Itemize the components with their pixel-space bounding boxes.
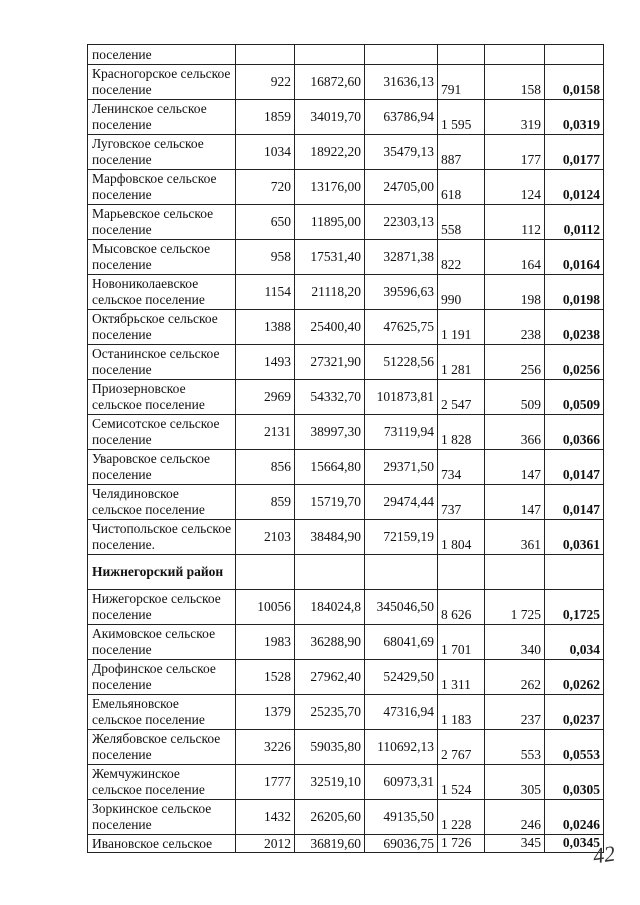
count-cell: 734 <box>438 450 485 485</box>
share-cell: 0,0366 <box>545 415 604 450</box>
population-cell: 1379 <box>236 695 295 730</box>
total-amount-cell: 39596,63 <box>365 275 438 310</box>
total-amount-cell: 31636,13 <box>365 65 438 100</box>
quota-cell: 177 <box>485 135 545 170</box>
count-cell: 990 <box>438 275 485 310</box>
table-row <box>88 240 604 275</box>
count-cell: 1 191 <box>438 310 485 345</box>
amount-cell: 184024,8 <box>295 590 365 625</box>
population-cell <box>236 555 295 590</box>
settlement-name: поселение <box>88 45 236 65</box>
count-cell: 618 <box>438 170 485 205</box>
total-amount-cell: 72159,19 <box>365 520 438 555</box>
share-cell: 0,0124 <box>545 170 604 205</box>
count-cell: 558 <box>438 205 485 240</box>
amount-cell: 38484,90 <box>295 520 365 555</box>
settlement-name: Емельяновское сельское поселение <box>88 695 236 730</box>
total-amount-cell: 49135,50 <box>365 800 438 835</box>
count-cell: 791 <box>438 65 485 100</box>
amount-cell: 16872,60 <box>295 65 365 100</box>
table-row <box>88 485 604 520</box>
settlement-name: Челядиновское сельское поселение <box>88 485 236 520</box>
population-cell: 2012 <box>236 835 295 853</box>
total-amount-cell: 60973,31 <box>365 765 438 800</box>
amount-cell: 54332,70 <box>295 380 365 415</box>
population-cell: 1388 <box>236 310 295 345</box>
total-amount-cell: 22303,13 <box>365 205 438 240</box>
settlement-name: Новониколаевское сельское поселение <box>88 275 236 310</box>
share-cell: 0,0164 <box>545 240 604 275</box>
table-row <box>88 135 604 170</box>
population-cell: 856 <box>236 450 295 485</box>
total-amount-cell: 52429,50 <box>365 660 438 695</box>
settlement-name: Луговское сельское поселение <box>88 135 236 170</box>
total-amount-cell: 63786,94 <box>365 100 438 135</box>
population-cell: 10056 <box>236 590 295 625</box>
population-cell: 1034 <box>236 135 295 170</box>
count-cell: 2 767 <box>438 730 485 765</box>
total-amount-cell: 35479,13 <box>365 135 438 170</box>
population-cell: 1983 <box>236 625 295 660</box>
quota-cell <box>485 555 545 590</box>
amount-cell: 15719,70 <box>295 485 365 520</box>
settlement-name: Акимовское сельское поселение <box>88 625 236 660</box>
table-body <box>88 45 604 853</box>
table-row <box>88 380 604 415</box>
quota-cell: 340 <box>485 625 545 660</box>
table-row <box>88 695 604 730</box>
quota-cell: 238 <box>485 310 545 345</box>
population-cell: 3226 <box>236 730 295 765</box>
quota-cell: 345 <box>485 835 545 853</box>
amount-cell: 17531,40 <box>295 240 365 275</box>
count-cell: 1 281 <box>438 345 485 380</box>
amount-cell: 11895,00 <box>295 205 365 240</box>
population-cell: 2969 <box>236 380 295 415</box>
total-amount-cell: 69036,75 <box>365 835 438 853</box>
quota-cell: 112 <box>485 205 545 240</box>
total-amount-cell: 110692,13 <box>365 730 438 765</box>
table-row <box>88 205 604 240</box>
total-amount-cell <box>365 45 438 65</box>
amount-cell: 32519,10 <box>295 765 365 800</box>
table-row <box>88 660 604 695</box>
amount-cell: 13176,00 <box>295 170 365 205</box>
count-cell <box>438 555 485 590</box>
count-cell: 1 804 <box>438 520 485 555</box>
share-cell: 0,0112 <box>545 205 604 240</box>
quota-cell: 366 <box>485 415 545 450</box>
total-amount-cell: 68041,69 <box>365 625 438 660</box>
count-cell: 1 701 <box>438 625 485 660</box>
quota-cell: 198 <box>485 275 545 310</box>
total-amount-cell: 29371,50 <box>365 450 438 485</box>
quota-cell: 1 725 <box>485 590 545 625</box>
amount-cell: 27962,40 <box>295 660 365 695</box>
total-amount-cell: 47625,75 <box>365 310 438 345</box>
count-cell: 1 726 <box>438 835 485 853</box>
share-cell: 0,0246 <box>545 800 604 835</box>
quota-cell <box>485 45 545 65</box>
share-cell: 0,0147 <box>545 485 604 520</box>
share-cell <box>545 45 604 65</box>
table-row <box>88 65 604 100</box>
table-row <box>88 415 604 450</box>
count-cell: 1 595 <box>438 100 485 135</box>
count-cell: 2 547 <box>438 380 485 415</box>
population-cell: 1859 <box>236 100 295 135</box>
share-cell: 0,0305 <box>545 765 604 800</box>
table-row <box>88 45 604 65</box>
settlement-name: Уваровское сельское поселение <box>88 450 236 485</box>
total-amount-cell: 73119,94 <box>365 415 438 450</box>
population-cell: 2103 <box>236 520 295 555</box>
quota-cell: 553 <box>485 730 545 765</box>
quota-cell: 509 <box>485 380 545 415</box>
count-cell: 887 <box>438 135 485 170</box>
share-cell: 0,0147 <box>545 450 604 485</box>
table-row <box>88 450 604 485</box>
share-cell: 0,0238 <box>545 310 604 345</box>
settlement-name: Зоркинское сельское поселение <box>88 800 236 835</box>
share-cell: 0,034 <box>545 625 604 660</box>
population-cell: 859 <box>236 485 295 520</box>
population-cell: 1777 <box>236 765 295 800</box>
share-cell: 0,0262 <box>545 660 604 695</box>
total-amount-cell: 29474,44 <box>365 485 438 520</box>
table-row <box>88 800 604 835</box>
quota-cell: 124 <box>485 170 545 205</box>
count-cell: 1 828 <box>438 415 485 450</box>
table-row <box>88 275 604 310</box>
settlement-name: Желябовское сельское поселение <box>88 730 236 765</box>
population-cell: 1432 <box>236 800 295 835</box>
population-cell: 720 <box>236 170 295 205</box>
population-cell: 1154 <box>236 275 295 310</box>
settlement-name: Жемчужинское сельское поселение <box>88 765 236 800</box>
settlement-name: Чистопольское сельское поселение. <box>88 520 236 555</box>
amount-cell: 25235,70 <box>295 695 365 730</box>
quota-cell: 361 <box>485 520 545 555</box>
settlement-name: Ивановское сельское <box>88 835 236 853</box>
total-amount-cell <box>365 555 438 590</box>
amount-cell: 38997,30 <box>295 415 365 450</box>
quota-cell: 305 <box>485 765 545 800</box>
share-cell: 0,0158 <box>545 65 604 100</box>
amount-cell: 59035,80 <box>295 730 365 765</box>
share-cell: 0,0361 <box>545 520 604 555</box>
table-row <box>88 345 604 380</box>
share-cell: 0,0345 <box>545 835 604 853</box>
amount-cell: 15664,80 <box>295 450 365 485</box>
table-row <box>88 310 604 345</box>
quota-cell: 246 <box>485 800 545 835</box>
share-cell: 0,0198 <box>545 275 604 310</box>
population-cell: 922 <box>236 65 295 100</box>
amount-cell: 36819,60 <box>295 835 365 853</box>
quota-cell: 237 <box>485 695 545 730</box>
quota-cell: 256 <box>485 345 545 380</box>
settlement-name: Красногорское сельское поселение <box>88 65 236 100</box>
quota-cell: 158 <box>485 65 545 100</box>
settlement-name: Нижнегорский район <box>88 555 236 590</box>
amount-cell: 26205,60 <box>295 800 365 835</box>
district-header-row <box>88 555 604 590</box>
page-number: 42 <box>591 840 617 869</box>
share-cell: 0,1725 <box>545 590 604 625</box>
total-amount-cell: 24705,00 <box>365 170 438 205</box>
table-row <box>88 765 604 800</box>
settlement-name: Дрофинское сельское поселение <box>88 660 236 695</box>
amount-cell: 21118,20 <box>295 275 365 310</box>
population-cell: 1493 <box>236 345 295 380</box>
table-row <box>88 625 604 660</box>
share-cell: 0,0256 <box>545 345 604 380</box>
table-row <box>88 835 604 853</box>
count-cell: 822 <box>438 240 485 275</box>
count-cell: 8 626 <box>438 590 485 625</box>
amount-cell: 18922,20 <box>295 135 365 170</box>
table-row <box>88 170 604 205</box>
quota-cell: 147 <box>485 450 545 485</box>
share-cell: 0,0177 <box>545 135 604 170</box>
total-amount-cell: 47316,94 <box>365 695 438 730</box>
amount-cell: 27321,90 <box>295 345 365 380</box>
amount-cell: 34019,70 <box>295 100 365 135</box>
settlement-name: Приозерновское сельское поселение <box>88 380 236 415</box>
total-amount-cell: 345046,50 <box>365 590 438 625</box>
amount-cell <box>295 45 365 65</box>
count-cell: 1 228 <box>438 800 485 835</box>
share-cell: 0,0237 <box>545 695 604 730</box>
population-cell: 2131 <box>236 415 295 450</box>
settlement-name: Ленинское сельское поселение <box>88 100 236 135</box>
share-cell: 0,0319 <box>545 100 604 135</box>
total-amount-cell: 32871,38 <box>365 240 438 275</box>
share-cell: 0,0553 <box>545 730 604 765</box>
share-cell: 0,0509 <box>545 380 604 415</box>
total-amount-cell: 101873,81 <box>365 380 438 415</box>
settlement-name: Семисотское сельское поселение <box>88 415 236 450</box>
count-cell: 1 524 <box>438 765 485 800</box>
population-cell: 650 <box>236 205 295 240</box>
table-row <box>88 100 604 135</box>
table-row <box>88 730 604 765</box>
quota-cell: 147 <box>485 485 545 520</box>
settlement-name: Останинское сельское поселение <box>88 345 236 380</box>
settlement-name: Марфовское сельское поселение <box>88 170 236 205</box>
allocation-table <box>87 44 604 853</box>
quota-cell: 319 <box>485 100 545 135</box>
count-cell: 1 311 <box>438 660 485 695</box>
settlement-name: Нижегорское сельское поселение <box>88 590 236 625</box>
quota-cell: 164 <box>485 240 545 275</box>
amount-cell <box>295 555 365 590</box>
population-cell: 958 <box>236 240 295 275</box>
settlement-name: Октябрьское сельское поселение <box>88 310 236 345</box>
amount-cell: 36288,90 <box>295 625 365 660</box>
total-amount-cell: 51228,56 <box>365 345 438 380</box>
count-cell: 737 <box>438 485 485 520</box>
quota-cell: 262 <box>485 660 545 695</box>
settlement-name: Мысовское сельское поселение <box>88 240 236 275</box>
count-cell <box>438 45 485 65</box>
amount-cell: 25400,40 <box>295 310 365 345</box>
settlement-name: Марьевское сельское поселение <box>88 205 236 240</box>
share-cell <box>545 555 604 590</box>
table-row <box>88 590 604 625</box>
population-cell: 1528 <box>236 660 295 695</box>
count-cell: 1 183 <box>438 695 485 730</box>
population-cell <box>236 45 295 65</box>
table-row <box>88 520 604 555</box>
